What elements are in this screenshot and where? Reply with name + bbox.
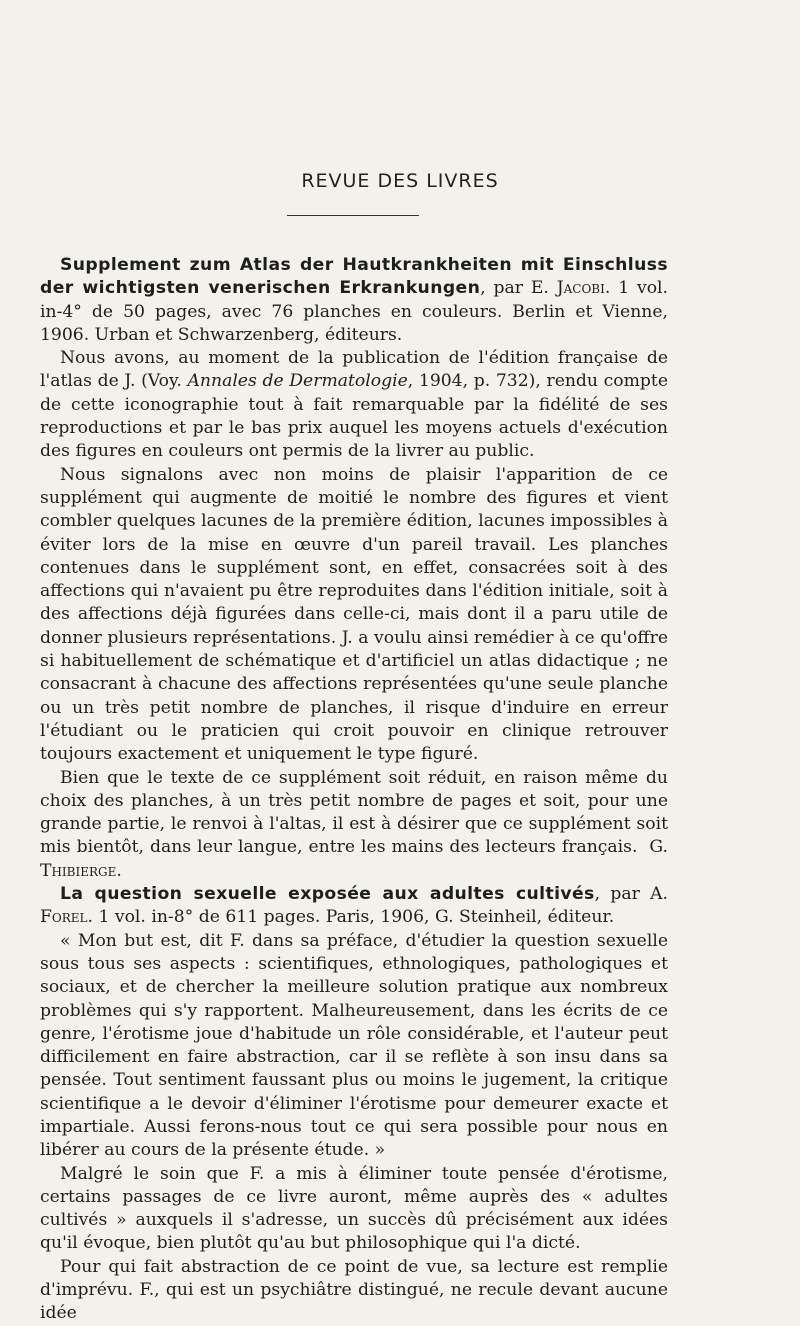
document-body [40, 254, 668, 1326]
review-1-p3-text: Bien que le texte de ce supplément soit réduit, en raison même du choix des planches, à un très petit nombre de pages et soit, pour une grande partie, le renvoi à l'altas, il est à désirer que ce supplément soit mis bientôt, dans leur langue, entre les mains des lecteurs français. [40, 767, 668, 858]
review-2-paragraph-1: « Mon but est, dit F. dans sa préface, d'étudier la question sexuelle sous tous ses aspects : scientifiques, ethnologiques, pathologiques et sociaux, et de chercher la meilleure solution pratique aux nombreux problèmes qui s'y rapportent. Malheureusement, dans les écrits de ce genre, l'érotisme joue d'habitude un rôle considérable, et l'auteur peut difficilement en faire abstraction, car il se reflète à son insu dans sa pensée. Tout sentiment faussant plus ou moins le jugement, la critique scientifique a le devoir d'éliminer l'érotisme pour demeurer exacte et impartiale. Aussi ferons-nous tout ce qui sera possible pour nous en libérer au cours de la présente étude. » [40, 930, 668, 1161]
title-rule [287, 215, 419, 216]
review-2-author-prefix: , par A. [594, 884, 668, 905]
review-2-heading: La question sexuelle exposée aux adultes cultivés [60, 884, 595, 905]
review-1-journal: Annales de Dermatologie [187, 371, 408, 392]
review-2-paragraph-3: Pour qui fait abstraction de ce point de vue, sa lecture est remplie d'imprévu. F., qui est un psychiâtre distingué, ne recule devant aucune idée [40, 1256, 668, 1324]
review-1-paragraph-2: Nous signalons avec non moins de plaisir l'apparition de ce supplément qui augmente de moitié le nombre des figures et vient combler quelques lacunes de la première édition, lacunes impossibles à éviter lors de la mise en œuvre d'un pareil travail. Les planches contenues dans le supplément sont, en effet, consacrées soit à des affections qui n'avaient pu être reproduites dans l'édition initiale, soit à des affections déjà figurées dans celle-ci, mais dont il a paru utile de donner plusieurs représentations. J. a voulu ainsi remédier à ce qu'offre si habituellement de schématique et d'artificiel un atlas didactique ; ne consacrant à chacune des affections représentées qu'une seule planche ou un très petit nombre de planches, il risque d'induire en erreur l'étudiant ou le praticien qui croit pouvoir en clinique retrouver toujours exactement et uniquement le type figuré. [40, 464, 668, 765]
review-2-author: Forel [40, 907, 88, 928]
review-1-details: . 1 vol. in-4° de 50 pages, avec 76 planches en couleurs. Berlin et Vienne, 1906. Urban et Schwarzenberg, éditeurs. [40, 278, 668, 345]
review-2-entry [40, 883, 668, 930]
review-1-heading: Supplement zum Atlas der Hautkrankheiten mit Einschluss der wichtigsten venerischen Erkrankungen [40, 255, 668, 299]
review-1-author-prefix: , par E. [480, 278, 557, 299]
review-2-details: . 1 vol. in-8° de 611 pages. Paris, 1906, G. Steinheil, éditeur. [87, 907, 615, 928]
review-1-paragraph-3 [40, 767, 668, 883]
review-1-entry [40, 254, 668, 347]
review-1-signature: G. Thibierge. [40, 837, 668, 881]
review-1-p1-before: Nous avons, au moment de la publication de l'édition française de l'atlas de J. (Voy. [40, 348, 668, 392]
page-title: REVUE DES LIVRES [301, 170, 499, 192]
review-1-author: Jacobi [556, 278, 605, 299]
review-2-paragraph-2: Malgré le soin que F. a mis à éliminer toute pensée d'érotisme, certains passages de ce livre auront, même auprès des « adultes cultivés » auxquels il s'adresse, un succès dû précisément aux idées qu'il évoque, bien plutôt qu'au but philosophique qui l'a dicté. [40, 1163, 668, 1254]
review-1-p1-after: , 1904, p. 732), rendu compte de cette iconographie tout à fait remarquable par la fidélité de ses reproductions et par le bas prix auquel les moyens actuels d'exécution des figures en couleurs ont permis de la livrer au public. [40, 371, 669, 462]
review-1-paragraph-1 [40, 347, 668, 463]
